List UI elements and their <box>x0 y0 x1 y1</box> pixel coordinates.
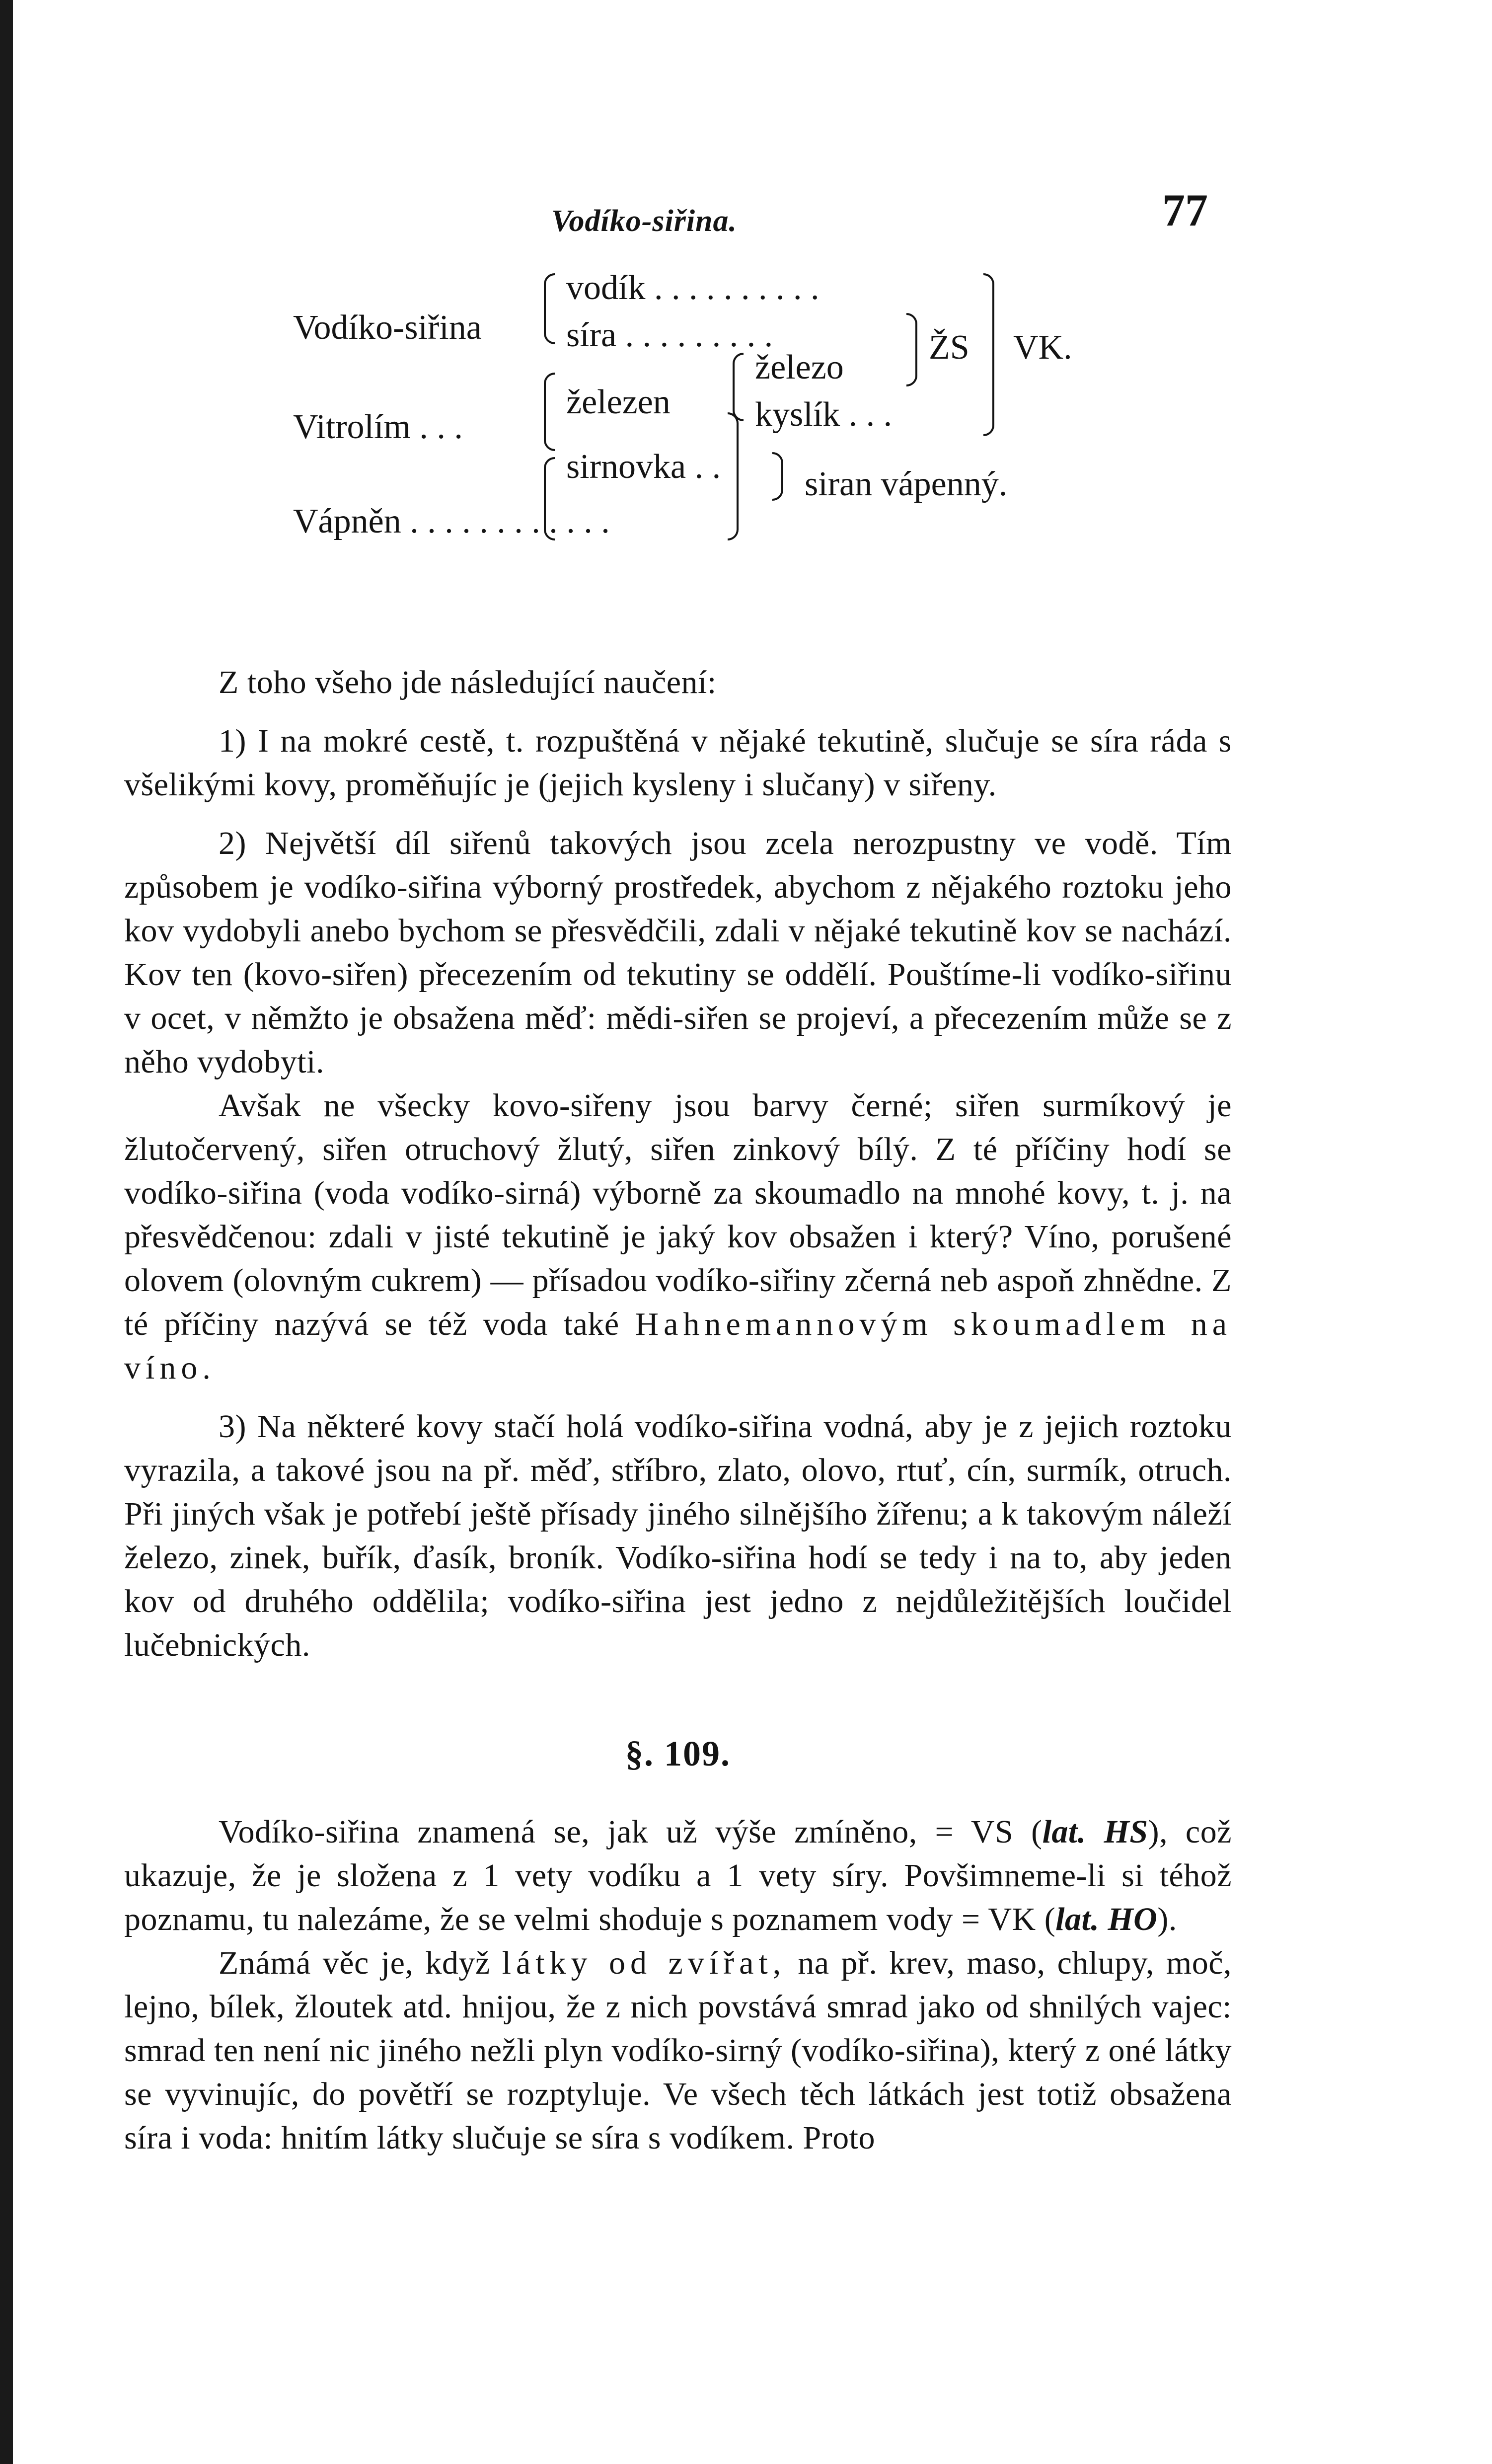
section-heading: §. 109. <box>625 1734 731 1773</box>
paragraph-4: 3) Na některé kovy stačí holá vodíko-siřina vodná, aby je z jejich roztoku vyrazila, a takové jsou na př. měď, stříbro, zlato, olovo, rtuť, cín, surmík, otruch. Při jiných však je potřebí ještě přísady jiného silnějšího žířenu; a k takovým náleží železo, zinek, buřík, ďasík, broník. Vodíko-siřina hodí se tedy i na to, aby jeden kov od druhého oddělila; vodíko-siřina jest jedno z nejdůležitějších loučidel lučebnických. <box>124 1408 1232 1663</box>
page-number: 77 <box>1162 185 1208 235</box>
paragraph-5-latin-hs: lat. HS <box>1042 1814 1148 1850</box>
scheme-brace <box>544 373 555 451</box>
paragraph-5-text-c: ). <box>1157 1901 1177 1937</box>
scan-edge <box>0 0 13 2464</box>
scheme-item-sirnovka: sirnovka . . <box>566 448 721 486</box>
scheme-item-kyslik: kyslík . . . <box>755 395 893 434</box>
paragraph-3 <box>124 1084 1232 1390</box>
scheme-item-zelezen: železen <box>566 383 671 421</box>
intro-line: Z toho všeho jde následující naučení: <box>219 664 717 700</box>
paragraph-6-text-a: Známá věc je, když <box>219 1945 490 1981</box>
scheme-brace <box>544 273 555 344</box>
paragraph-5-text-a: Vodíko-siřina znamená se, jak už výše zmíněno, = VS ( <box>219 1814 1043 1850</box>
scheme-brace <box>906 313 917 386</box>
scheme-item-sira: síra . . . . . . . . . <box>566 316 773 354</box>
paragraph-6-spaced-term: látky od zvířat, <box>502 1945 786 1981</box>
scheme-brace <box>728 412 739 540</box>
paragraph-3-text: Avšak ne všecky kovo-siřeny jsou barvy černé; siřen surmíkový je žlutočervený, siřen otruchový žlutý, siřen zinkový bílý. Z té příčiny hodí se vodíko-siřina (voda vodíko-sirná) výborně za skoumadlo na mnohé kovy, t. j. na přesvědčenou: zdali v jisté tekutině je jaký kov obsažen i který? Víno, porušené olovem (olovným cukrem) — přísadou vodíko-siřiny zčerná neb aspoň zhnědne. Z té příčiny nazývá se též voda také <box>124 1087 1232 1342</box>
scheme-brace <box>983 273 994 436</box>
paragraph-5-latin-ho: lat. HO <box>1055 1901 1158 1937</box>
paragraph-2: 2) Největší díl siřenů takových jsou zcela nerozpustny ve vodě. Tím způsobem je vodíko-siřina výborný prostředek, abychom z nějakého roztoku jeho kov vydobyli anebo bychom se přesvědčili, zdali v nějaké tekutině kov se nachází. Kov ten (kovo-siřen) přecezením od tekutiny se oddělí. Pouštíme-li vodíko-siřinu v ocet, v němžto je obsažena měď: mědi-siřen se projeví, a přecezením může se z něho vydobyti. <box>124 825 1232 1080</box>
scheme-item-vodik: vodík . . . . . . . . . . <box>566 269 820 307</box>
scheme-label-vapnen: Vápněn . . . . . . . . . . . . <box>293 502 610 540</box>
body-text <box>124 661 1232 2160</box>
scheme-item-siran-vapenny: siran vápenný. <box>805 465 1008 503</box>
scheme-label-vitrolim: Vitrolím . . . <box>293 408 463 446</box>
scheme-item-zs: ŽS <box>929 328 970 367</box>
paragraph-5 <box>124 1810 1232 1941</box>
paragraph-5-text-b: ), což ukazuje, že je složena z 1 vety vodíku a 1 vety síry. Povšimneme-li si téhož poznamu, tu nalezáme, že se velmi shoduje s poznamem vody = VK ( <box>124 1814 1232 1937</box>
scheme-brace <box>772 452 783 501</box>
scheme-brace <box>733 353 744 421</box>
scheme-item-zelezo: železo <box>755 348 844 386</box>
paragraph-1: 1) I na mokré cestě, t. rozpuštěná v nějaké tekutině, slučuje se síra ráda s všelikými kovy, proměňujíc je (jejich kysleny i slučany) v siřeny. <box>124 723 1232 803</box>
scheme-item-vk: VK. <box>1013 328 1072 367</box>
running-title: Vodíko-siřina. <box>551 204 738 238</box>
composition-scheme <box>124 263 1232 621</box>
paragraph-6 <box>124 1941 1232 2160</box>
scheme-label-vodiko-sirina: Vodíko-siřina <box>293 308 482 347</box>
paragraph-3-term: Hahnemannovým skoumadlem na víno. <box>124 1306 1232 1386</box>
paragraph-6-text-b: na př. krev, maso, chlupy, moč, lejno, bílek, žloutek atd. hnijou, že z nich povstává smrad jako od shnilých vajec: smrad ten není nic jiného nežli plyn vodíko-sirný (vodíko-siřina), který z oné látky se vyvinujíc, do povětří se rozptyluje. Ve všech těch látkách jest totiž obsažena síra i voda: hnitím látky slučuje se síra s vodíkem. Proto <box>124 1945 1232 2156</box>
